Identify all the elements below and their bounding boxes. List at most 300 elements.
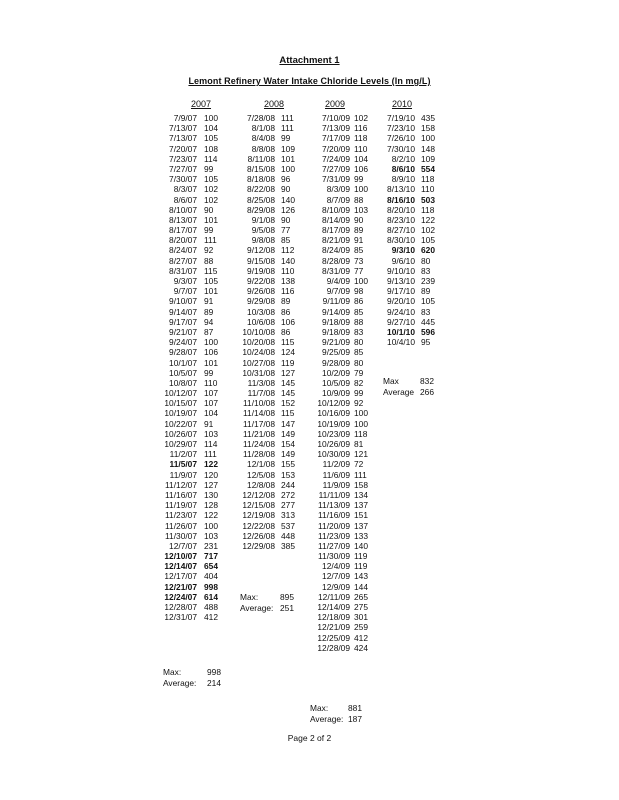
year-rows — [375, 113, 451, 347]
sample-date: 7/13/07 — [169, 133, 197, 144]
sample-date: 11/26/07 — [165, 520, 197, 531]
year-rows — [157, 113, 234, 622]
table-row — [232, 419, 311, 429]
sample-date: 10/29/07 — [164, 439, 197, 449]
sample-date: 8/7/09 — [326, 194, 350, 205]
sample-date: 10/23/09 — [317, 428, 350, 439]
table-row — [305, 480, 384, 490]
table-row — [305, 266, 384, 276]
sample-date: 8/13/07 — [169, 214, 197, 225]
sample-date: 8/3/09 — [326, 184, 350, 195]
chloride-value: 275 — [354, 602, 368, 612]
sample-date: 8/6/07 — [173, 194, 197, 205]
table-row — [157, 592, 234, 602]
chloride-value: 654 — [204, 561, 218, 572]
sample-date: 10/6/08 — [247, 316, 275, 327]
sample-date: 8/1/08 — [251, 123, 275, 134]
average-value-2008: 251 — [280, 603, 294, 613]
table-row — [305, 459, 384, 469]
year-header: 2008 — [263, 99, 285, 109]
table-row — [232, 500, 311, 510]
chloride-value: 79 — [354, 367, 364, 378]
chloride-value: 88 — [204, 255, 214, 266]
table-row — [157, 195, 234, 205]
sample-date: 11/9/07 — [169, 469, 197, 480]
table-row — [157, 429, 234, 439]
table-row — [305, 174, 384, 184]
table-row — [157, 602, 234, 612]
sample-date: 11/10/08 — [243, 398, 275, 409]
sample-date: 11/24/08 — [243, 439, 275, 449]
chloride-value: 110 — [421, 184, 435, 195]
chloride-value: 89 — [421, 286, 431, 297]
table-row — [305, 561, 384, 571]
table-row — [157, 337, 234, 347]
chloride-value: 100 — [421, 133, 435, 144]
sample-date: 12/29/08 — [242, 540, 275, 551]
chloride-value: 105 — [204, 174, 218, 185]
chloride-value: 111 — [354, 469, 367, 480]
table-row — [157, 541, 234, 551]
table-row — [232, 235, 311, 245]
chloride-value: 89 — [281, 296, 291, 307]
sample-date: 9/26/08 — [247, 286, 275, 297]
chloride-value: 105 — [204, 276, 218, 286]
table-row — [232, 195, 311, 205]
chloride-value: 145 — [281, 388, 295, 399]
table-row — [157, 521, 234, 531]
chloride-value: 120 — [204, 469, 218, 480]
table-row — [157, 490, 234, 500]
average-label-2010: Average — [383, 387, 415, 397]
sample-date: 7/13/07 — [169, 123, 197, 134]
table-row — [157, 286, 234, 296]
chloride-value: 119 — [354, 561, 368, 572]
table-row — [157, 225, 234, 235]
table-row — [157, 296, 234, 306]
chloride-value: 122 — [204, 510, 218, 521]
sample-date: 7/17/09 — [322, 133, 350, 144]
sample-date: 9/13/10 — [387, 276, 415, 286]
table-row — [157, 459, 234, 469]
chloride-value: 102 — [354, 113, 368, 123]
sample-date: 9/22/08 — [247, 276, 275, 286]
sample-date: 8/22/08 — [247, 184, 275, 195]
sample-date: 8/17/07 — [169, 225, 197, 236]
chloride-value: 140 — [281, 255, 295, 266]
table-row — [232, 337, 311, 347]
sample-date: 9/4/09 — [326, 276, 350, 286]
sample-date: 10/22/07 — [164, 418, 197, 429]
table-row — [375, 307, 451, 317]
sample-date: 9/17/07 — [169, 316, 197, 327]
sample-date: 8/16/10 — [387, 194, 415, 205]
sample-date: 7/27/09 — [322, 163, 350, 174]
chloride-value: 85 — [354, 245, 364, 256]
sample-date: 8/4/08 — [251, 133, 275, 144]
table-row — [157, 582, 234, 592]
chloride-value: 445 — [421, 316, 435, 327]
table-row — [305, 337, 384, 347]
chloride-value: 126 — [281, 204, 295, 215]
table-row — [157, 307, 234, 317]
sample-date: 10/9/09 — [322, 388, 350, 399]
table-row — [157, 327, 234, 337]
chloride-value: 107 — [204, 388, 218, 399]
chloride-value: 88 — [354, 194, 364, 205]
table-row — [232, 205, 311, 215]
table-row — [232, 256, 311, 266]
sample-date: 10/30/09 — [317, 449, 350, 460]
sample-date: 12/8/08 — [247, 479, 275, 490]
table-row — [305, 643, 384, 653]
sample-date: 12/7/07 — [169, 540, 197, 551]
chloride-value: 145 — [281, 377, 295, 388]
chloride-value: 138 — [281, 276, 295, 286]
sample-date: 9/7/09 — [326, 286, 350, 297]
chloride-value: 102 — [204, 184, 218, 195]
table-row — [305, 398, 384, 408]
sample-date: 8/21/09 — [322, 235, 350, 246]
table-row — [305, 184, 384, 194]
chloride-value: 100 — [204, 520, 218, 531]
sample-date: 11/28/08 — [243, 449, 275, 460]
chloride-value: 112 — [281, 245, 295, 256]
average-value-2007: 214 — [207, 678, 221, 688]
table-row — [157, 113, 234, 123]
sample-date: 11/19/07 — [165, 500, 197, 511]
chloride-value: 128 — [204, 500, 218, 511]
table-row — [157, 205, 234, 215]
chloride-value: 83 — [421, 265, 431, 276]
table-row — [157, 276, 234, 286]
sample-date: 10/10/08 — [242, 326, 275, 337]
table-row — [157, 470, 234, 480]
chloride-value: 301 — [354, 612, 368, 623]
sample-date: 10/5/09 — [322, 377, 350, 388]
chloride-value: 103 — [204, 530, 218, 541]
chloride-value: 99 — [204, 225, 214, 236]
max-value-2010: 832 — [420, 376, 434, 386]
chloride-value: 94 — [204, 316, 214, 327]
sample-date: 7/28/08 — [247, 113, 275, 123]
table-row — [305, 551, 384, 561]
sample-date: 9/15/08 — [247, 255, 275, 266]
max-value-2008: 895 — [280, 592, 294, 602]
table-row — [305, 470, 384, 480]
table-row — [157, 612, 234, 622]
sample-date: 10/16/09 — [317, 408, 350, 419]
sample-date: 7/27/07 — [169, 163, 197, 174]
sample-date: 9/28/07 — [169, 347, 197, 358]
table-row — [305, 144, 384, 154]
table-row — [157, 164, 234, 174]
chloride-value: 85 — [281, 235, 291, 246]
table-row — [232, 184, 311, 194]
chloride-value: 100 — [281, 163, 295, 174]
sample-date: 12/25/09 — [317, 632, 350, 643]
year-header: 2010 — [391, 99, 413, 109]
sample-date: 8/10/09 — [322, 204, 350, 215]
chloride-value: 86 — [281, 306, 291, 317]
table-row — [157, 235, 234, 245]
table-row — [157, 347, 234, 357]
sample-date: 11/20/09 — [318, 520, 350, 531]
table-row — [305, 307, 384, 317]
sample-date: 8/24/09 — [322, 245, 350, 256]
sample-date: 9/1/08 — [251, 214, 275, 225]
table-row — [305, 633, 384, 643]
sample-date: 10/3/08 — [247, 306, 275, 317]
chloride-value: 424 — [354, 642, 368, 653]
sample-date: 8/30/10 — [387, 235, 415, 246]
chloride-value: 124 — [281, 347, 295, 358]
sample-date: 9/19/08 — [247, 265, 275, 276]
table-row — [305, 541, 384, 551]
sample-date: 12/11/09 — [318, 591, 350, 602]
sample-date: 12/19/08 — [242, 510, 275, 521]
chloride-value: 137 — [354, 520, 368, 531]
chloride-value: 118 — [354, 428, 368, 439]
chloride-value: 100 — [204, 337, 218, 348]
sample-date: 9/18/09 — [322, 316, 350, 327]
chloride-value: 110 — [354, 143, 368, 154]
chloride-value: 91 — [204, 418, 214, 429]
table-row — [375, 215, 451, 225]
table-row — [305, 521, 384, 531]
sample-date: 11/2/07 — [169, 449, 197, 460]
sample-date: 10/12/07 — [164, 388, 197, 399]
chloride-value: 118 — [421, 174, 435, 185]
sample-date: 8/8/08 — [251, 143, 275, 154]
chloride-value: 554 — [421, 163, 435, 174]
table-row — [157, 388, 234, 398]
table-row — [305, 419, 384, 429]
sample-date: 10/12/09 — [317, 398, 350, 409]
sample-date: 11/12/07 — [165, 479, 197, 490]
table-row — [375, 123, 451, 133]
chloride-value: 101 — [204, 286, 218, 297]
sample-date: 8/15/08 — [247, 163, 275, 174]
chloride-value: 100 — [354, 276, 368, 286]
table-row — [375, 225, 451, 235]
table-row — [157, 174, 234, 184]
chloride-value: 99 — [281, 133, 291, 144]
max-label-2008: Max: — [240, 592, 259, 602]
sample-date: 7/10/09 — [322, 113, 350, 123]
sample-date: 7/26/10 — [387, 133, 415, 144]
table-row — [305, 622, 384, 632]
table-row — [157, 500, 234, 510]
table-row — [232, 398, 311, 408]
document-title: Attachment 1 — [279, 55, 340, 66]
table-row — [305, 276, 384, 286]
chloride-value: 130 — [204, 489, 218, 500]
table-row — [305, 449, 384, 459]
sample-date: 8/20/07 — [169, 235, 197, 246]
table-row — [232, 480, 311, 490]
table-row — [305, 164, 384, 174]
sample-date: 12/28/07 — [164, 602, 197, 612]
chloride-value: 89 — [354, 225, 364, 236]
sample-date: 8/23/10 — [387, 214, 415, 225]
chloride-value: 118 — [421, 204, 435, 215]
table-row — [305, 592, 384, 602]
sample-date: 9/12/08 — [247, 245, 275, 256]
table-row — [157, 133, 234, 143]
sample-date: 12/24/07 — [164, 591, 197, 602]
sample-date: 8/24/07 — [169, 245, 197, 256]
chloride-value: 83 — [421, 306, 431, 317]
chloride-value: 80 — [421, 255, 431, 266]
chloride-value: 121 — [354, 449, 368, 460]
sample-date: 10/27/08 — [242, 357, 275, 368]
chloride-value: 119 — [281, 357, 295, 368]
chloride-value: 151 — [354, 510, 368, 521]
table-row — [305, 296, 384, 306]
average-label-2007: Average: — [163, 678, 197, 688]
table-row — [232, 276, 311, 286]
sample-date: 7/30/07 — [169, 174, 197, 185]
table-row — [157, 449, 234, 459]
chloride-value: 95 — [421, 337, 431, 348]
sample-date: 9/21/07 — [169, 326, 197, 337]
chloride-value: 91 — [354, 235, 364, 246]
chloride-value: 98 — [354, 286, 364, 297]
chloride-value: 101 — [281, 153, 295, 164]
table-row — [157, 378, 234, 388]
sample-date: 9/17/10 — [387, 286, 415, 297]
chloride-value: 998 — [204, 581, 218, 592]
sample-date: 12/7/09 — [322, 571, 350, 582]
table-row — [232, 154, 311, 164]
chloride-value: 122 — [204, 459, 218, 470]
sample-date: 9/5/08 — [251, 225, 275, 236]
year-header: 2007 — [190, 99, 212, 109]
chloride-value: 81 — [354, 439, 364, 449]
table-row — [305, 490, 384, 500]
table-row — [305, 256, 384, 266]
table-row — [157, 510, 234, 520]
chloride-value: 105 — [421, 296, 435, 307]
chloride-value: 596 — [421, 326, 435, 337]
sample-date: 12/10/07 — [164, 551, 197, 562]
table-row — [305, 327, 384, 337]
sample-date: 12/17/07 — [164, 571, 197, 582]
sample-date: 11/30/07 — [165, 530, 197, 541]
table-row — [232, 113, 311, 123]
chloride-value: 85 — [354, 347, 364, 358]
table-row — [232, 510, 311, 520]
table-row — [232, 449, 311, 459]
year-rows — [305, 113, 384, 653]
sample-date: 8/11/08 — [247, 153, 275, 164]
table-row — [305, 571, 384, 581]
chloride-value: 111 — [204, 449, 217, 460]
chloride-value: 109 — [281, 143, 295, 154]
sample-date: 11/7/08 — [247, 388, 275, 399]
table-row — [375, 245, 451, 255]
chloride-value: 133 — [354, 530, 368, 541]
sample-date: 7/9/07 — [173, 113, 197, 123]
chloride-value: 119 — [354, 551, 368, 562]
table-row — [232, 307, 311, 317]
sample-date: 7/31/09 — [322, 174, 350, 185]
chloride-value: 80 — [354, 357, 364, 368]
table-row — [375, 154, 451, 164]
chloride-value: 73 — [354, 255, 364, 266]
table-row — [375, 266, 451, 276]
chloride-value: 114 — [204, 439, 218, 449]
chloride-value: 106 — [281, 316, 295, 327]
table-row — [232, 133, 311, 143]
max-value-2007: 998 — [207, 667, 221, 677]
chloride-value: 244 — [281, 479, 295, 490]
chloride-value: 86 — [281, 326, 291, 337]
table-row — [305, 378, 384, 388]
sample-date: 12/28/09 — [317, 642, 350, 653]
table-row — [375, 256, 451, 266]
chloride-value: 147 — [281, 418, 295, 429]
sample-date: 9/24/07 — [169, 337, 197, 348]
chloride-value: 99 — [354, 388, 364, 399]
chloride-value: 404 — [204, 571, 218, 582]
chloride-value: 100 — [354, 184, 368, 195]
chloride-value: 86 — [354, 296, 364, 307]
sample-date: 7/13/09 — [322, 123, 350, 134]
table-row — [305, 368, 384, 378]
table-row — [305, 195, 384, 205]
chloride-value: 100 — [204, 113, 218, 123]
table-row — [375, 337, 451, 347]
sample-date: 9/7/07 — [173, 286, 197, 297]
chloride-value: 104 — [354, 153, 368, 164]
max-label-2007: Max: — [163, 667, 182, 677]
table-row — [375, 144, 451, 154]
sample-date: 10/26/09 — [317, 439, 350, 449]
sample-date: 8/2/10 — [391, 153, 415, 164]
sample-date: 8/28/09 — [322, 255, 350, 266]
sample-date: 9/14/07 — [169, 306, 197, 317]
chloride-value: 155 — [281, 459, 295, 470]
table-row — [157, 358, 234, 368]
sample-date: 11/9/09 — [322, 479, 350, 490]
sample-date: 8/18/08 — [247, 174, 275, 185]
sample-date: 12/26/08 — [242, 530, 275, 541]
table-row — [232, 144, 311, 154]
table-row — [232, 368, 311, 378]
table-row — [232, 531, 311, 541]
average-label-2009: Average: — [310, 714, 344, 724]
sample-date: 10/4/10 — [387, 337, 415, 348]
table-row — [157, 551, 234, 561]
sample-date: 10/1/07 — [169, 357, 197, 368]
table-row — [375, 174, 451, 184]
sample-date: 9/3/10 — [391, 245, 415, 256]
sample-date: 7/19/10 — [387, 113, 415, 123]
table-row — [157, 154, 234, 164]
chloride-value: 92 — [354, 398, 364, 409]
table-row — [157, 144, 234, 154]
chloride-value: 110 — [281, 265, 295, 276]
sample-date: 11/27/09 — [318, 540, 350, 551]
table-row — [375, 113, 451, 123]
sample-date: 9/11/09 — [322, 296, 350, 307]
sample-date: 10/15/07 — [164, 398, 197, 409]
chloride-value: 108 — [204, 143, 218, 154]
sample-date: 7/30/10 — [387, 143, 415, 154]
sample-date: 9/25/09 — [322, 347, 350, 358]
